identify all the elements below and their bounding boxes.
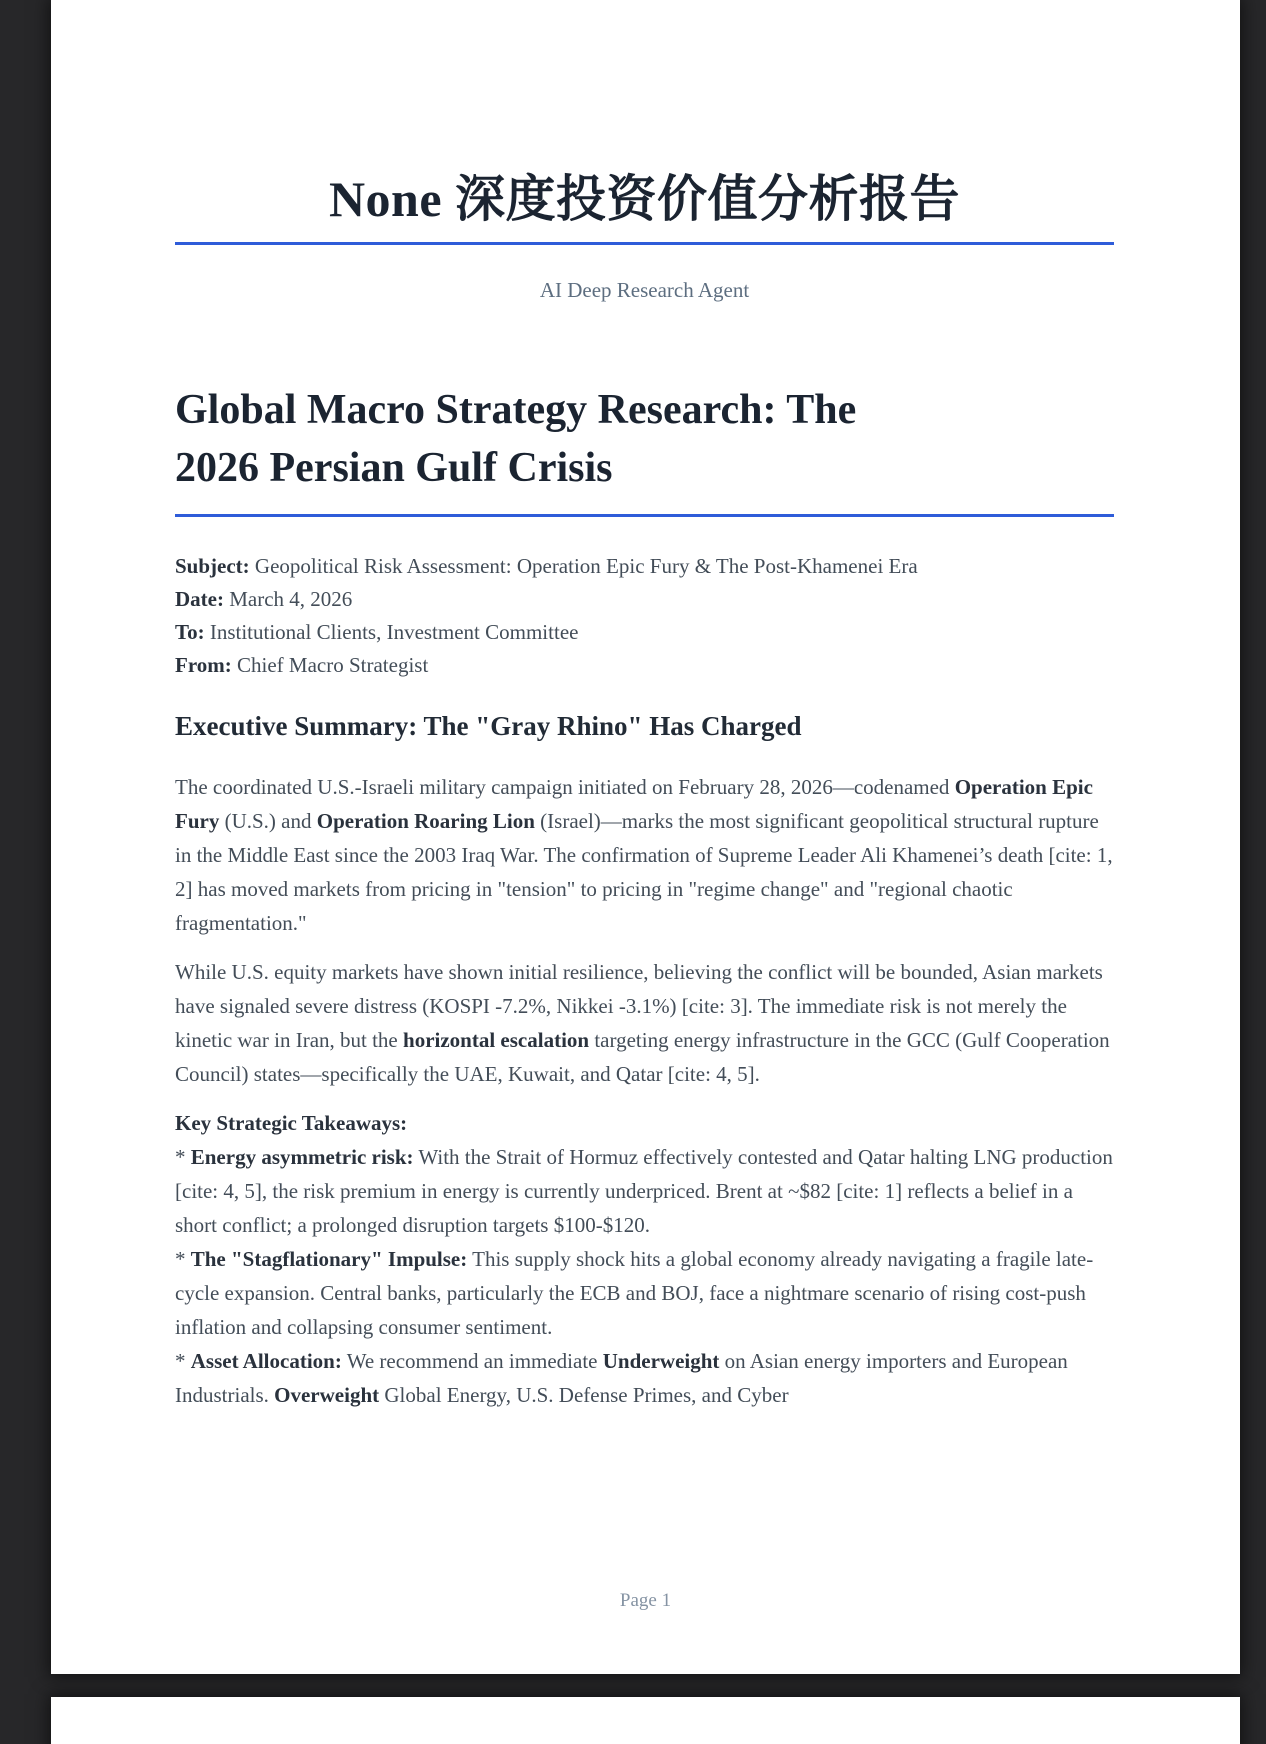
document-heading — [175, 381, 1114, 497]
page-content — [51, 170, 1240, 1412]
meta-row-date — [175, 583, 1114, 616]
meta-row-to — [175, 616, 1114, 649]
takeaway-item-asset-allocation: * Asset Allocation: We recommend an immediate Underweight on Asian energy importers and European Industrials. Overweight Global Energy, U.S. Defense Primes, and Cyber — [175, 1349, 1068, 1407]
meta-date-value: March 4, 2026 — [223, 587, 353, 611]
meta-from-label: From: — [175, 653, 232, 677]
meta-subject-label: Subject: — [175, 554, 250, 578]
memo-metadata — [175, 550, 1114, 682]
page-number: Page 1 — [619, 1590, 672, 1611]
meta-subject-value: Geopolitical Risk Assessment: Operation Epic Fury & The Post-Khamenei Era — [249, 554, 918, 578]
document-page-1 — [51, 0, 1240, 1674]
executive-summary-heading: Executive Summary: The "Gray Rhino" Has Charged — [175, 711, 802, 741]
meta-row-from — [175, 649, 1114, 682]
heading-line-2: 2026 Persian Gulf Crisis — [175, 445, 613, 491]
meta-to-value: Institutional Clients, Investment Committee — [204, 620, 579, 644]
meta-date-label: Date: — [175, 587, 224, 611]
report-title: None 深度投资价值分析报告 — [328, 171, 961, 227]
meta-from-value: Chief Macro Strategist — [231, 653, 429, 677]
document-page-2-edge — [51, 1697, 1240, 1744]
heading-divider — [175, 514, 1114, 517]
heading-line-1: Global Macro Strategy Research: The — [175, 387, 857, 433]
paragraph-market-reaction: While U.S. equity markets have shown initial resilience, believing the conflict will be bounded, Asian markets have signaled severe distress (KOSPI -7.2%, Nikkei -3.1%) [cite: 3]. The immediate risk is not merely the kinetic war in Iran, but the horizontal escalation targeting energy infrastructure in the GCC (Gulf Cooperation Council) states—specifically the UAE, Kuwait, and Qatar [cite: 4, 5]. — [175, 960, 1110, 1086]
title-divider — [175, 242, 1114, 245]
meta-to-label: To: — [175, 620, 205, 644]
meta-row-subject — [175, 550, 1114, 583]
paragraph-campaign-overview: The coordinated U.S.-Israeli military campaign initiated on February 28, 2026—codenamed Operation Epic Fury (U.S.) and Operation Roaring Lion (Israel)—marks the most significant geopolitical structural rupture in the Middle East since the 2003 Iraq War. The confirmation of Supreme Leader Ali Khamenei’s death [cite: 1, 2] has moved markets from pricing in "tension" to pricing in "regime change" and "regional chaotic fragmentation." — [175, 775, 1113, 935]
takeaways-intro: Key Strategic Takeaways: — [175, 1111, 408, 1135]
report-subtitle: AI Deep Research Agent — [539, 278, 750, 302]
takeaway-item-energy-risk: * Energy asymmetric risk: With the Strait of Hormuz effectively contested and Qatar halting LNG production [cite: 4, 5], the risk premium in energy is currently underpriced. Brent at ~$82 [cite: 1] reflects a belief in a short conflict; a prolonged disruption targets $100-$120. — [175, 1145, 1113, 1237]
key-takeaways-block — [175, 1106, 1114, 1412]
takeaway-item-stagflation: * The "Stagflationary" Impulse: This supply shock hits a global economy already navigating a fragile late-cycle expansion. Central banks, particularly the ECB and BOJ, face a nightmare scenario of rising cost-push inflation and collapsing consumer sentiment. — [175, 1247, 1094, 1339]
